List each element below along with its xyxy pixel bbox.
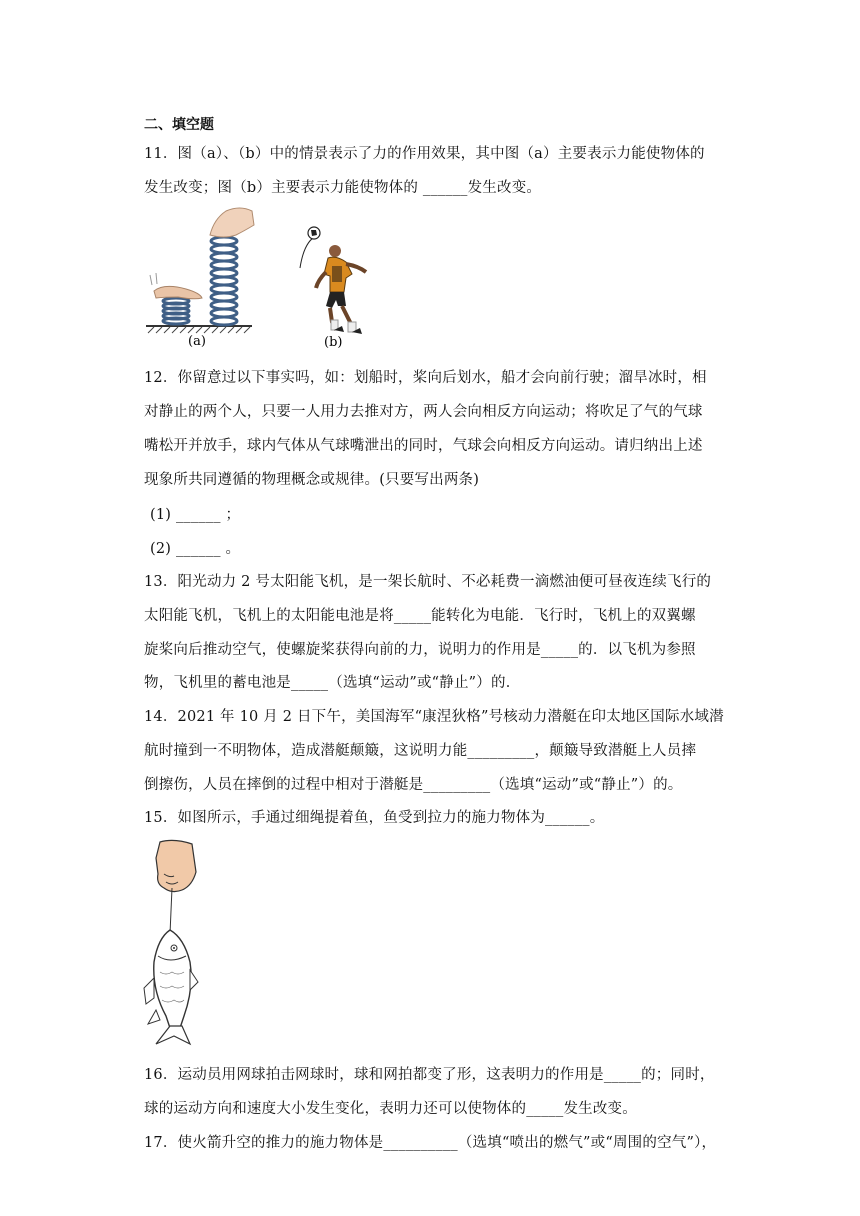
q12-line-2: 对静止的两个人，只要一人用力去推对方，两人会向相反方向运动；将吹足了气的气球 [144,404,703,420]
q13-line-2: 太阳能飞机，飞机上的太阳能电池是将_____能转化为电能．飞行时，飞机上的双翼螺 [144,608,696,624]
soccer-figure-b [296,222,374,350]
section-title: 二、填空题 [144,117,214,133]
spring-figure-a [144,205,259,350]
q13-line-3: 旋桨向后推动空气，使螺旋桨获得向前的力，说明力的作用是_____的．以飞机为参照 [144,642,696,658]
q12-line-1: 12．你留意过以下事实吗，如：划船时，桨向后划水，船才会向前行驶；溜旱冰时，相 [144,370,707,386]
caption-b: (b) [324,335,343,350]
q17-line-1: 17．使火箭升空的推力的施力物体是__________（选填“喷出的燃气”或“周围的空气”）， [144,1135,717,1151]
q16-line-2: 球的运动方向和速度大小发生变化，表明力还可以使物体的_____发生改变。 [144,1101,637,1117]
caption-a: (a) [188,334,206,349]
q16-line-1: 16．运动员用网球拍击网球时，球和网拍都变了形，这表明力的作用是_____的；同时， [144,1067,715,1083]
q12-answer-1[interactable]: (1) ______ ； [150,507,241,523]
hand-fish-figure [140,838,204,1048]
q11-line-1: 11．图（a）、（b）中的情景表示了力的作用效果，其中图（a）主要表示力能使物体的 [144,146,705,162]
q13-line-1: 13．阳光动力 2 号太阳能飞机，是一架长航时、不必耗费一滴燃油便可昼夜连续飞行的 [144,574,712,590]
q14-line-1: 14．2021 年 10 月 2 日下午，美国海军“康涅狄格”号核动力潜艇在印太地区国际水域潜 [144,709,724,725]
q13-line-4: 物，飞机里的蓄电池是_____（选填“运动”或“静止”）的． [144,675,521,691]
q14-line-2: 航时撞到一不明物体，造成潜艇颠簸，这说明力能_________，颠簸导致潜艇上人员摔 [144,743,697,759]
q11-line-2: 发生改变；图（b）主要表示力能使物体的 ______发生改变。 [144,180,542,196]
q15-line-1: 15．如图所示，手通过细绳提着鱼，鱼受到拉力的施力物体为______。 [144,810,605,826]
q12-line-3: 嘴松开并放手，球内气体从气球嘴泄出的同时，气球会向相反方向运动。请归纳出上述 [144,438,703,454]
q12-answer-2[interactable]: (2) ______ 。 [150,541,241,557]
q12-line-4: 现象所共同遵循的物理概念或规律。(只要写出两条) [144,472,480,488]
q14-line-3: 倒擦伤，人员在摔倒的过程中相对于潜艇是_________（选填“运动”或“静止”）的。 [144,777,683,793]
